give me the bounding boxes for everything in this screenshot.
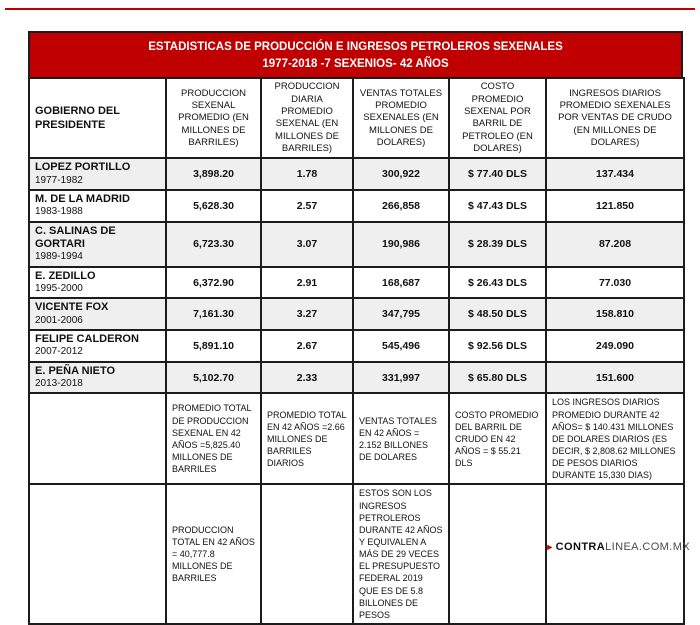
president-cell	[29, 267, 166, 299]
costo-barril-value: $ 47.43 DLS	[449, 190, 546, 222]
president-years: 2001-2006	[35, 314, 83, 326]
costo-barril-value: $ 48.50 DLS	[449, 298, 546, 330]
president-cell	[29, 330, 166, 362]
produccion-diaria-value: 2.33	[261, 362, 353, 394]
col-header-gobierno: GOBIERNO DEL PRESIDENTE	[29, 78, 166, 158]
costo-barril-value: $ 92.56 DLS	[449, 330, 546, 362]
produccion-sexenal-value: 6,372.90	[166, 267, 261, 299]
costo-barril-value: $ 77.40 DLS	[449, 158, 546, 190]
ingresos-diarios-value: 249.090	[546, 330, 684, 362]
produccion-sexenal-value: 3,898.20	[166, 158, 261, 190]
summary-ingresos-nota: ESTOS SON LOS INGRESOS PETROLEROS DURANTE 42 AÑOS Y EQUIVALEN A MÁS DE 29 VECES EL PRESUPUESTO FEDERAL 2019 QUE ES DE 5.8 BILLONES DE PESOS	[353, 484, 449, 624]
summary-empty-cell	[29, 484, 166, 624]
table-row	[29, 298, 684, 330]
president-name: E. ZEDILLO	[35, 269, 96, 282]
top-red-rule	[5, 8, 695, 10]
summary-ventas-totales: VENTAS TOTALES EN 42 AÑOS = 2.152 BILLONES DE DOLARES	[353, 393, 449, 484]
president-name: C. SALINAS DE GORTARI	[35, 224, 116, 250]
ventas-totales-value: 266,858	[353, 190, 449, 222]
ingresos-diarios-value: 77.030	[546, 267, 684, 299]
col-header-ventas-totales: VENTAS TOTALES PROMEDIO SEXENALES (EN MILLONES DE DOLARES)	[353, 78, 449, 158]
table-row	[29, 190, 684, 222]
ingresos-diarios-value: 121.850	[546, 190, 684, 222]
president-name: E. PEÑA NIETO	[35, 364, 116, 377]
ingresos-diarios-value: 137.434	[546, 158, 684, 190]
president-cell	[29, 190, 166, 222]
summary-empty-cell	[449, 484, 546, 624]
table-row	[29, 362, 684, 394]
summary-produccion-diaria: PROMEDIO TOTAL EN 42 AÑOS =2.66 MILLONES DE BARRILES DIARIOS	[261, 393, 353, 484]
table-title-line2: 1977-2018 -7 SEXENIOS- 42 AÑOS	[262, 57, 449, 70]
table-row	[29, 222, 684, 267]
costo-barril-value: $ 28.39 DLS	[449, 222, 546, 267]
president-years: 2013-2018	[35, 377, 83, 389]
table-row	[29, 158, 684, 190]
president-cell	[29, 158, 166, 190]
summary-empty-cell	[29, 393, 166, 484]
produccion-diaria-value: 2.67	[261, 330, 353, 362]
summary-produccion-total: PRODUCCION TOTAL EN 42 AÑOS = 40,777.8 MILLONES DE BARRILES	[166, 484, 261, 624]
produccion-diaria-value: 1.78	[261, 158, 353, 190]
summary-produccion-sexenal: PROMEDIO TOTAL DE PRODUCCION SEXENAL EN 42 AÑOS =5,825.40 MILLONES DE BARRILES	[166, 393, 261, 484]
ventas-totales-value: 347,795	[353, 298, 449, 330]
president-cell	[29, 298, 166, 330]
ventas-totales-value: 331,997	[353, 362, 449, 394]
brand-name-bold: CONTRA	[555, 541, 606, 553]
ingresos-diarios-value: 151.600	[546, 362, 684, 394]
produccion-diaria-value: 3.27	[261, 298, 353, 330]
president-years: 2007-2012	[35, 346, 83, 358]
col-header-produccion-diaria: PRODUCCION DIARIA PROMEDIO SEXENAL (EN MILLONES DE BARRILES)	[261, 78, 353, 158]
summary-ingresos-diarios: LOS INGRESOS DIARIOS PROMEDIO DURANTE 42 AÑOS= $ 140.431 MILLONES DE DOLARES DIARIOS (ES DECIR, $ 2,808.62 MILLONES DE PESOS DIARIOS DURANTE 15,330 DIAS)	[546, 393, 684, 484]
statistics-sheet	[28, 31, 683, 625]
summary-empty-cell	[261, 484, 353, 624]
president-years: 1977-1982	[35, 174, 83, 186]
col-header-produccion-sexenal: PRODUCCION SEXENAL PROMEDIO (EN MILLONES DE BARRILES)	[166, 78, 261, 158]
summary-row-notes	[29, 484, 684, 624]
table-title-line1: ESTADISTICAS DE PRODUCCIÓN E INGRESOS PETROLEROS SEXENALES	[148, 41, 563, 53]
table-row	[29, 330, 684, 362]
produccion-diaria-value: 3.07	[261, 222, 353, 267]
ingresos-diarios-value: 87.208	[546, 222, 684, 267]
costo-barril-value: $ 26.43 DLS	[449, 267, 546, 299]
play-arrow-icon: ►	[545, 542, 555, 552]
summary-row-totals	[29, 393, 684, 484]
summary-empty-cell	[546, 484, 684, 624]
president-name: M. DE LA MADRID	[35, 193, 130, 206]
brand-footer	[545, 541, 690, 553]
president-years: 1983-1988	[35, 206, 83, 218]
costo-barril-value: $ 65.80 DLS	[449, 362, 546, 394]
produccion-sexenal-value: 6,723.30	[166, 222, 261, 267]
president-cell	[29, 222, 166, 267]
ingresos-diarios-value: 158.810	[546, 298, 684, 330]
summary-costo-barril: COSTO PROMEDIO DEL BARRIL DE CRUDO EN 42 AÑOS = $ 55.21 DLS	[449, 393, 546, 484]
president-name: FELIPE CALDERON	[35, 333, 139, 346]
president-cell	[29, 362, 166, 394]
ventas-totales-value: 545,496	[353, 330, 449, 362]
produccion-sexenal-value: 5,891.10	[166, 330, 261, 362]
header-row	[29, 78, 684, 158]
ventas-totales-value: 168,687	[353, 267, 449, 299]
president-name: LOPEZ PORTILLO	[35, 161, 131, 174]
produccion-sexenal-value: 7,161.30	[166, 298, 261, 330]
produccion-sexenal-value: 5,628.30	[166, 190, 261, 222]
table-title	[28, 31, 683, 79]
president-years: 1989-1994	[35, 251, 83, 263]
ventas-totales-value: 300,922	[353, 158, 449, 190]
col-header-costo-barril: COSTO PROMEDIO SEXENAL POR BARRIL DE PETROLEO (EN DOLARES)	[449, 78, 546, 158]
produccion-diaria-value: 2.57	[261, 190, 353, 222]
produccion-sexenal-value: 5,102.70	[166, 362, 261, 394]
produccion-diaria-value: 2.91	[261, 267, 353, 299]
table-row	[29, 267, 684, 299]
ventas-totales-value: 190,986	[353, 222, 449, 267]
col-header-ingresos-diarios: INGRESOS DIARIOS PROMEDIO SEXENALES POR VENTAS DE CRUDO (EN MILLONES DE DOLARES)	[546, 78, 684, 158]
brand-name-rest: LINEA.COM.MX	[605, 541, 690, 553]
president-name: VICENTE FOX	[35, 301, 109, 314]
president-years: 1995-2000	[35, 282, 83, 294]
